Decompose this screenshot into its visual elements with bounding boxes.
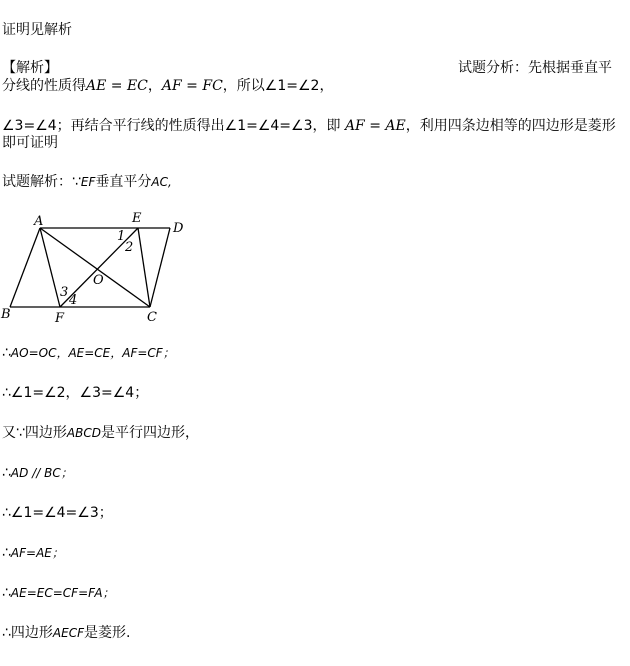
label-b: B (1, 307, 11, 322)
step-text: ∴ (2, 465, 11, 481)
segment-dc (150, 228, 170, 307)
solution-intro (2, 174, 172, 190)
equation: AF = AE (344, 118, 406, 134)
analysis-line-3 (2, 118, 616, 134)
step-text: ∴∠1=∠4=∠3； (2, 505, 113, 521)
step-8 (2, 625, 130, 641)
step-variable: AECF (52, 626, 84, 640)
step-text: ∴∠1=∠2，∠3=∠4； (2, 385, 149, 401)
equation: AF = FC (161, 78, 223, 94)
step-2 (2, 385, 148, 401)
label-o: O (93, 273, 104, 288)
label-a: A (34, 214, 44, 229)
step-4 (2, 465, 73, 481)
step-variable: ABCD (66, 426, 101, 440)
analysis-line-2 (2, 78, 333, 94)
step-text: 是菱形. (84, 625, 131, 641)
step-equation: AD // BC； (10, 466, 73, 480)
angle-label-2: 2 (125, 240, 134, 255)
step-text: ∴四边形 (2, 625, 53, 641)
step-1 (2, 345, 175, 361)
step-text: 是平行四边形， (100, 425, 199, 441)
solution-text: 垂直平分 (95, 174, 152, 190)
analysis-text: 分线的性质得 (2, 78, 86, 94)
angle-label-1: 1 (117, 229, 126, 244)
step-6 (2, 545, 64, 561)
step-text: ∴ (2, 585, 11, 601)
label-d: D (173, 221, 184, 236)
segment-ec (138, 228, 150, 307)
solution-text: 试题解析：∵ (2, 174, 81, 190)
label-e: E (132, 211, 142, 226)
step-7 (2, 585, 115, 601)
step-5 (2, 505, 113, 521)
angle-label-3: 3 (60, 285, 69, 300)
analysis-text: ∠3=∠4；再结合平行线的性质得出∠1=∠4=∠3，即 (2, 118, 341, 134)
angle-label-4: 4 (69, 293, 78, 308)
step-equation: AF=AE； (10, 546, 64, 560)
label-f: F (55, 311, 65, 326)
step-text: ∴ (2, 545, 11, 561)
analysis-text: ，利用四条边相等的四边形是菱形 (405, 118, 616, 134)
step-equation: AO=OC，AE=CE，AF=CF； (10, 346, 175, 360)
step-text: 又∵四边形 (2, 425, 67, 441)
analysis-text: ，所以∠1=∠2， (222, 78, 334, 94)
answer-text: 证明见解析 (2, 22, 72, 38)
analysis-label: 试题分析：先根据垂直平 (458, 60, 612, 76)
analysis-text: ， (147, 78, 162, 94)
variable: AC, (151, 175, 172, 189)
analysis-header: 【解析】 (2, 60, 58, 76)
step-3 (2, 425, 199, 441)
step-equation: AE=EC=CF=FA； (10, 586, 115, 600)
label-c: C (147, 310, 157, 325)
parallelogram-figure (0, 205, 200, 330)
equation: AE = EC (86, 78, 148, 94)
variable: EF (80, 175, 96, 189)
step-text: ∴ (2, 345, 11, 361)
analysis-line-4: 即可证明 (2, 135, 58, 151)
segment-ab (10, 228, 40, 307)
